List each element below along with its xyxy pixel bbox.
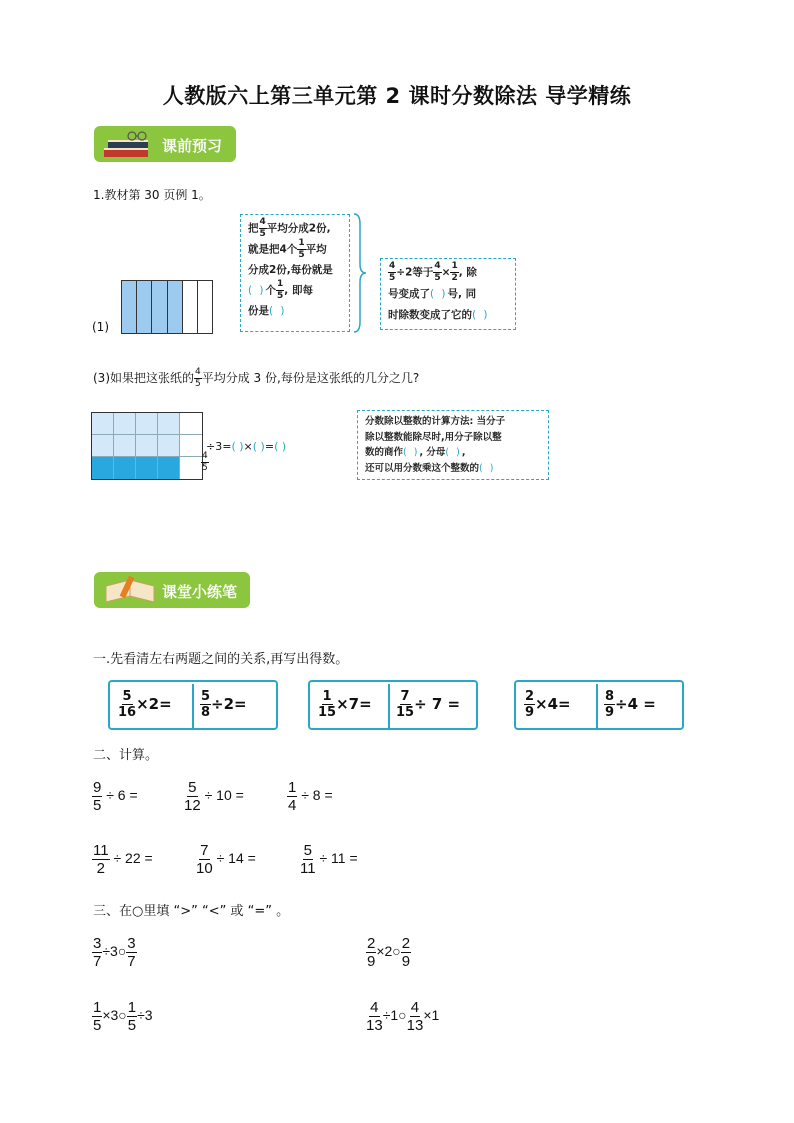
text: 把 xyxy=(248,222,259,235)
ex3-header: 三、在○里填 “>” “<” 或 “=” 。 xyxy=(93,904,290,919)
grid-label: $\frac{4}{5}$ xyxy=(202,451,208,473)
text: 份是 xyxy=(248,305,269,317)
text: ÷2等于 xyxy=(396,266,434,279)
explain-box-1 xyxy=(240,214,350,332)
calc-item: $\frac{9}{5}$ ÷ 6 = xyxy=(93,779,138,814)
part3-question: (3)如果把这张纸的 $\frac{4}{5}$ 平均分成 3 份,每份是这张纸的几分之几? xyxy=(93,367,420,389)
badge-label: 课前预习 xyxy=(162,137,223,155)
answer-blank[interactable]: ( ) xyxy=(479,462,496,474)
brace-icon xyxy=(352,212,368,334)
book-card: $\frac{1}{15}$ ×7= $\frac{7}{15}$ ÷ 7 = xyxy=(308,680,478,730)
answer-blank[interactable]: ( ) xyxy=(403,447,420,458)
strip-shaded xyxy=(168,281,183,333)
compare-item: $\frac{4}{13}$ ÷1○ $\frac{4}{13}$ ×1 xyxy=(366,999,440,1034)
answer-blank[interactable]: ( ) xyxy=(472,308,490,321)
part1-label: (1) xyxy=(92,320,109,334)
strip-diagram xyxy=(121,280,213,334)
answer-blank[interactable]: ( ) xyxy=(445,447,462,458)
calc-item: $\frac{5}{12}$ ÷ 10 = xyxy=(184,779,244,814)
book-card: $\frac{2}{9}$ ×4= $\frac{8}{9}$ ÷4 = xyxy=(514,680,684,730)
answer-blank[interactable]: ( ) xyxy=(231,440,244,453)
compare-item: $\frac{3}{7}$ ÷3○ $\frac{3}{7}$ xyxy=(93,935,136,970)
text: 分数除以整数的计算方法: 当分子 xyxy=(365,416,506,427)
division-equation: ÷3=( )×( )=( ) xyxy=(206,440,287,453)
text: 平均 xyxy=(305,243,327,256)
page-title: 人教版六上第三单元第 2 课时分数除法 导学精练 xyxy=(162,84,632,108)
fraction: $\frac{4}{5}$ xyxy=(259,217,266,239)
compare-item: $\frac{2}{9}$ ×2○ $\frac{2}{9}$ xyxy=(367,935,411,970)
notebook-pencil-icon xyxy=(102,576,158,606)
text: 分成2份,每份就是 xyxy=(248,264,333,276)
fraction: $\frac{1}{5}$ xyxy=(277,279,284,301)
strip-empty xyxy=(183,281,198,333)
ex2-header: 二、计算。 xyxy=(93,748,159,763)
text: 平均分成2份, xyxy=(266,222,331,235)
q1-header: 1.教材第 30 页例 1。 xyxy=(93,188,211,202)
section-badge-practice xyxy=(94,572,250,608)
calc-item: $\frac{11}{2}$ ÷ 22 = xyxy=(93,842,153,877)
answer-blank[interactable]: ( ) xyxy=(248,284,266,297)
answer-blank[interactable]: ( ) xyxy=(274,440,287,453)
text: , 除 xyxy=(458,266,477,279)
fraction: $\frac{1}{5}$ xyxy=(298,238,305,260)
text: 时除数变成了它的 xyxy=(388,308,472,321)
answer-blank[interactable]: ( ) xyxy=(430,287,448,300)
strip-empty xyxy=(198,281,212,333)
books-icon xyxy=(102,130,158,160)
book-card: $\frac{5}{16}$ ×2= $\frac{5}{8}$ ÷2= xyxy=(108,680,278,730)
compare-item: $\frac{1}{5}$ ×3○ $\frac{1}{5}$ ÷3 xyxy=(93,999,153,1034)
calc-item: $\frac{5}{11}$ ÷ 11 = xyxy=(300,842,358,877)
calc-item: $\frac{1}{4}$ ÷ 8 = xyxy=(288,779,333,814)
text: 个 xyxy=(265,284,277,297)
answer-blank[interactable]: ( ) xyxy=(252,440,265,453)
strip-shaded xyxy=(122,281,137,333)
answer-blank[interactable]: ( ) xyxy=(269,305,287,317)
method-box: 分数除以整数的计算方法: 当分子 除以整数能除尽时,用分子除以整 数的商作( ), 分母( ), 还可以用分数乘这个整数的( ) xyxy=(357,410,549,480)
strip-shaded xyxy=(152,281,167,333)
calc-item: $\frac{7}{10}$ ÷ 14 = xyxy=(196,842,256,877)
text: 号, 同 xyxy=(447,287,477,300)
text: , 即每 xyxy=(284,284,313,297)
section-badge-preview xyxy=(94,126,236,162)
grid-diagram xyxy=(91,412,203,480)
text: × xyxy=(441,266,451,279)
ex1-header: 一.先看清左右两题之间的关系,再写出得数。 xyxy=(93,652,349,667)
text: 除以整数能除尽时,用分子除以整 xyxy=(365,431,502,443)
text: 就是把4个 xyxy=(248,243,298,256)
badge-label: 课堂小练笔 xyxy=(162,583,238,601)
strip-shaded xyxy=(137,281,152,333)
explain-box-2: $\frac{4}{5}$ ÷2等于 $\frac{4}{5}$ × $\frac{1}{2}$ , 除 号变成了( )号, 同 时除数变成了它的( ) xyxy=(380,258,516,330)
text: 号变成了 xyxy=(388,287,430,300)
